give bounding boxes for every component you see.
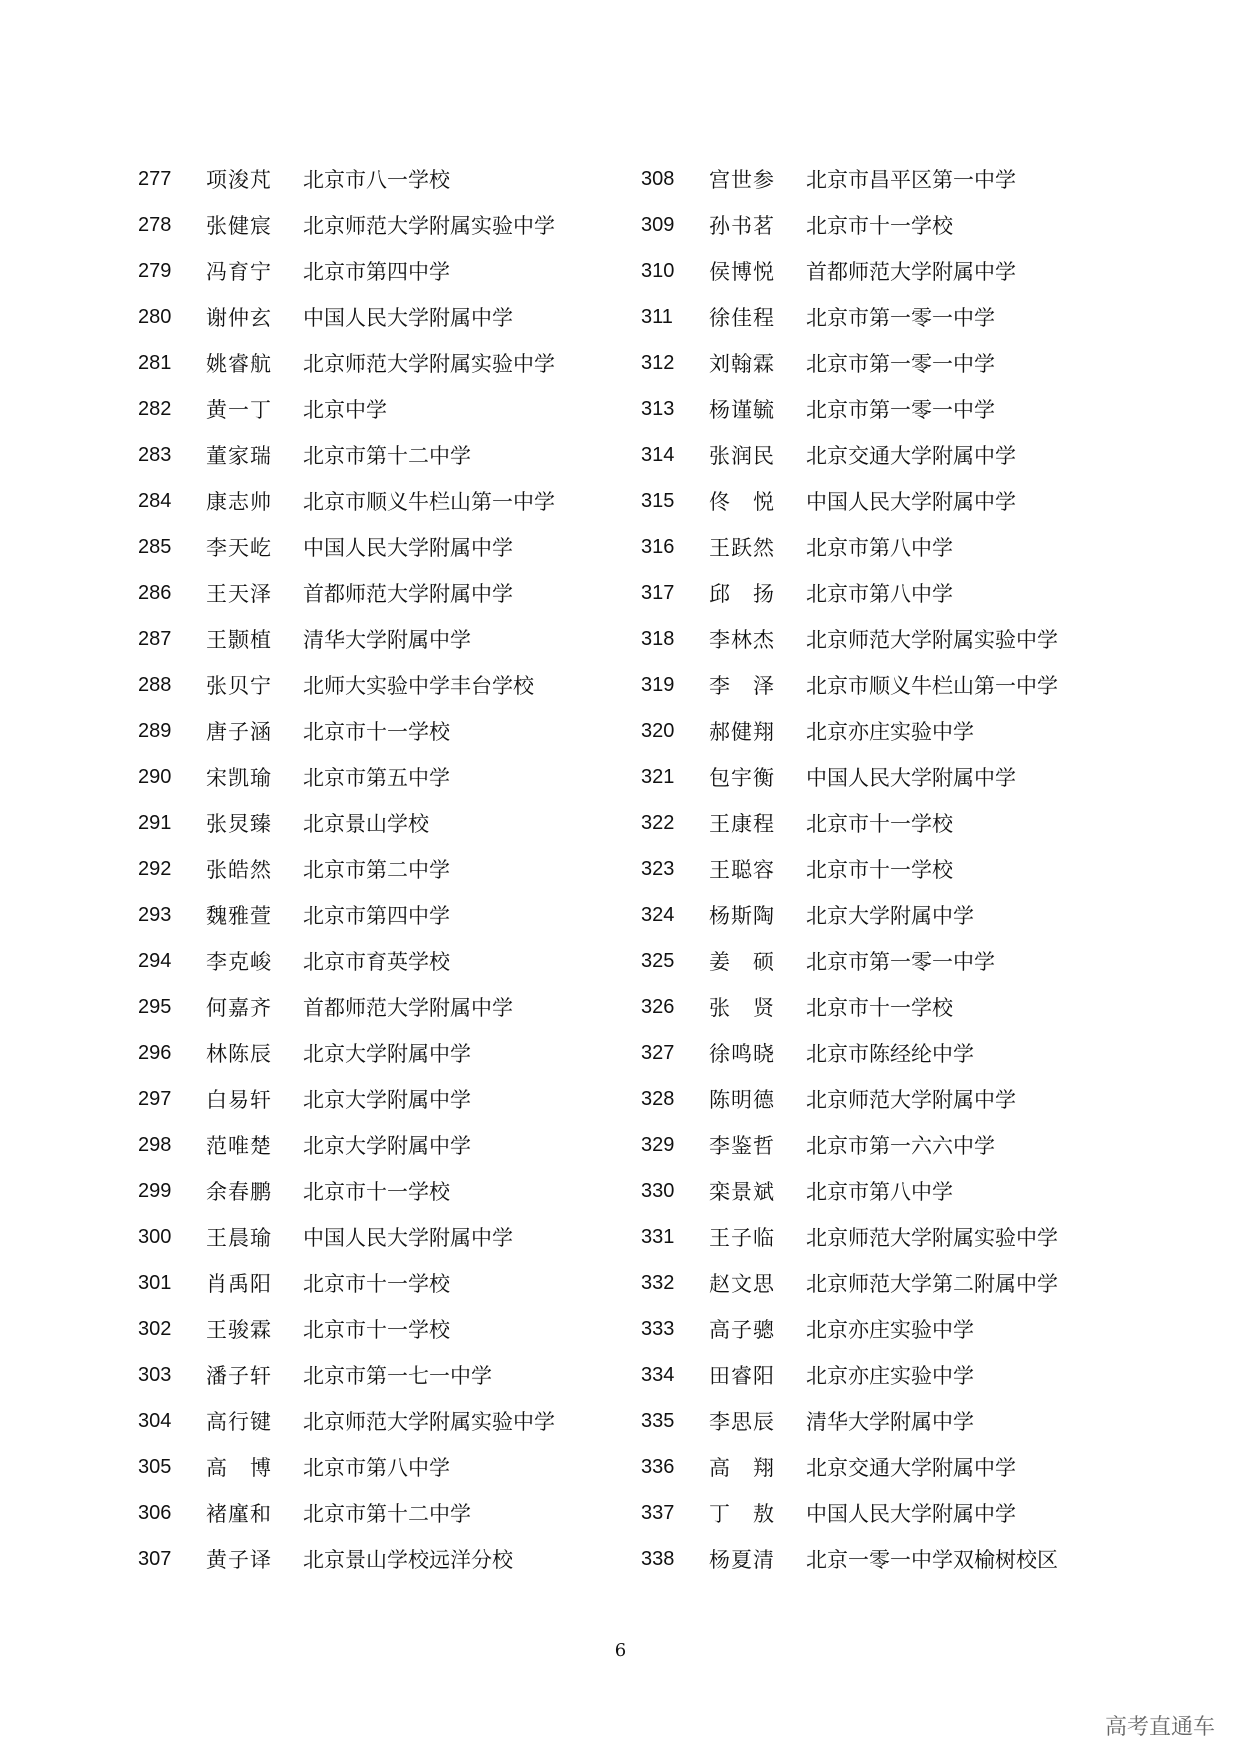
list-row — [138, 294, 555, 340]
list-row — [641, 1168, 1058, 1214]
student-name: 李鉴哲 — [709, 1134, 775, 1158]
school-name: 北京市十一学校 — [303, 720, 450, 744]
student-name: 魏雅萱 — [206, 904, 272, 928]
entry-number: 311 — [641, 305, 673, 328]
school-name: 北京市第八中学 — [303, 1456, 450, 1480]
entry-number: 288 — [138, 673, 172, 696]
school-name: 北京师范大学第二附属中学 — [806, 1272, 1058, 1296]
student-name: 陈明德 — [709, 1088, 775, 1112]
entry-number: 307 — [138, 1547, 172, 1570]
list-row — [641, 248, 1058, 294]
list-row — [641, 616, 1058, 662]
list-row — [138, 1398, 555, 1444]
school-name: 北京中学 — [303, 398, 387, 422]
student-name: 项浚芃 — [206, 168, 272, 192]
student-name: 李林杰 — [709, 628, 775, 652]
school-name: 北京市十一学校 — [303, 1272, 450, 1296]
entry-number: 315 — [641, 489, 675, 512]
school-name: 清华大学附属中学 — [303, 628, 471, 652]
list-row — [641, 1122, 1058, 1168]
student-name: 林陈辰 — [206, 1042, 272, 1066]
school-name: 北京市八一学校 — [303, 168, 450, 192]
entry-number: 294 — [138, 949, 172, 972]
entry-number: 334 — [641, 1363, 675, 1386]
student-name: 高行键 — [206, 1410, 272, 1434]
school-name: 北京市十一学校 — [303, 1318, 450, 1342]
entry-number: 319 — [641, 673, 675, 696]
school-name: 北京市十一学校 — [806, 214, 953, 238]
school-name: 北京市第一零一中学 — [806, 352, 995, 376]
entry-number: 316 — [641, 535, 675, 558]
student-name: 张 贤 — [709, 996, 775, 1020]
school-name: 北京市第一零一中学 — [806, 950, 995, 974]
student-name: 王骏霖 — [206, 1318, 272, 1342]
list-row — [641, 754, 1058, 800]
list-row — [138, 340, 555, 386]
entry-number: 308 — [641, 167, 675, 190]
list-row — [138, 938, 555, 984]
list-row — [138, 202, 555, 248]
school-name: 北京市第八中学 — [806, 1180, 953, 1204]
school-name: 北京市第五中学 — [303, 766, 450, 790]
list-row — [641, 846, 1058, 892]
student-name: 宋凯瑜 — [206, 766, 272, 790]
student-name: 王子临 — [709, 1226, 775, 1250]
list-row — [138, 1122, 555, 1168]
entry-number: 301 — [138, 1271, 172, 1294]
school-name: 北京市第一零一中学 — [806, 398, 995, 422]
list-row — [138, 846, 555, 892]
student-name: 黄一丁 — [206, 398, 272, 422]
school-name: 北京大学附属中学 — [806, 904, 974, 928]
student-name: 褚廑和 — [206, 1502, 272, 1526]
student-name: 邱 扬 — [709, 582, 775, 606]
entry-number: 303 — [138, 1363, 172, 1386]
student-name: 李天屹 — [206, 536, 272, 560]
list-row — [138, 1168, 555, 1214]
entry-number: 318 — [641, 627, 675, 650]
entry-number: 297 — [138, 1087, 172, 1110]
student-name: 宫世参 — [709, 168, 775, 192]
student-name: 佟 悦 — [709, 490, 775, 514]
student-name: 白易轩 — [206, 1088, 272, 1112]
student-name: 刘翰霖 — [709, 352, 775, 376]
student-name: 李思辰 — [709, 1410, 775, 1434]
right-column — [641, 156, 1058, 1582]
entry-number: 298 — [138, 1133, 172, 1156]
school-name: 北京市顺义牛栏山第一中学 — [806, 674, 1058, 698]
entry-number: 325 — [641, 949, 675, 972]
school-name: 北京亦庄实验中学 — [806, 720, 974, 744]
entry-number: 324 — [641, 903, 675, 926]
student-name: 李 泽 — [709, 674, 775, 698]
student-name: 高子骢 — [709, 1318, 775, 1342]
student-name: 徐鸣晓 — [709, 1042, 775, 1066]
watermark: 高考直通车 — [1104, 1715, 1215, 1740]
list-row — [641, 1490, 1058, 1536]
school-name: 北京师范大学附属实验中学 — [303, 1410, 555, 1434]
student-name: 包宇衡 — [709, 766, 775, 790]
entry-number: 309 — [641, 213, 675, 236]
entry-number: 296 — [138, 1041, 172, 1064]
entry-number: 287 — [138, 627, 172, 650]
list-row — [138, 708, 555, 754]
school-name: 北京景山学校 — [303, 812, 429, 836]
school-name: 北京市育英学校 — [303, 950, 450, 974]
list-row — [641, 1260, 1058, 1306]
school-name: 北京师范大学附属实验中学 — [303, 214, 555, 238]
school-name: 北京市十一学校 — [806, 858, 953, 882]
list-row — [641, 662, 1058, 708]
list-row — [641, 386, 1058, 432]
entry-number: 328 — [641, 1087, 675, 1110]
list-row — [641, 156, 1058, 202]
student-name: 徐佳程 — [709, 306, 775, 330]
school-name: 北京市第一零一中学 — [806, 306, 995, 330]
student-name: 冯育宁 — [206, 260, 272, 284]
student-name: 栾景斌 — [709, 1180, 775, 1204]
student-name: 谢仲玄 — [206, 306, 272, 330]
entry-number: 305 — [138, 1455, 172, 1478]
school-name: 北京师范大学附属实验中学 — [806, 1226, 1058, 1250]
list-row — [138, 616, 555, 662]
student-name: 黄子译 — [206, 1548, 272, 1572]
school-name: 北京市陈经纶中学 — [806, 1042, 974, 1066]
student-name: 王天泽 — [206, 582, 272, 606]
student-name: 张健宸 — [206, 214, 272, 238]
list-row — [641, 202, 1058, 248]
student-name: 王康程 — [709, 812, 775, 836]
entry-number: 277 — [138, 167, 172, 190]
student-name: 杨谨毓 — [709, 398, 775, 422]
student-name: 康志帅 — [206, 490, 272, 514]
left-column — [138, 156, 555, 1582]
entry-number: 299 — [138, 1179, 172, 1202]
school-name: 北京大学附属中学 — [303, 1042, 471, 1066]
list-row — [138, 524, 555, 570]
school-name: 北京市第二中学 — [303, 858, 450, 882]
student-name: 姚睿航 — [206, 352, 272, 376]
entry-number: 279 — [138, 259, 172, 282]
student-name: 李克峻 — [206, 950, 272, 974]
student-name: 范唯楚 — [206, 1134, 272, 1158]
entry-number: 329 — [641, 1133, 675, 1156]
school-name: 清华大学附属中学 — [806, 1410, 974, 1434]
school-name: 北京市十一学校 — [806, 996, 953, 1020]
entry-number: 323 — [641, 857, 675, 880]
school-name: 北京市第一七一中学 — [303, 1364, 492, 1388]
student-name: 张润民 — [709, 444, 775, 468]
school-name: 北京师范大学附属实验中学 — [806, 628, 1058, 652]
student-name: 杨夏清 — [709, 1548, 775, 1572]
page-number: 6 — [614, 1640, 627, 1661]
entry-number: 300 — [138, 1225, 172, 1248]
entry-number: 291 — [138, 811, 172, 834]
entry-number: 338 — [641, 1547, 675, 1570]
entry-number: 293 — [138, 903, 172, 926]
list-row — [138, 478, 555, 524]
list-row — [138, 248, 555, 294]
list-row — [641, 570, 1058, 616]
list-row — [138, 432, 555, 478]
entry-number: 326 — [641, 995, 675, 1018]
school-name: 北师大实验中学丰台学校 — [303, 674, 534, 698]
school-name: 中国人民大学附属中学 — [303, 1226, 513, 1250]
student-name: 王跃然 — [709, 536, 775, 560]
school-name: 中国人民大学附属中学 — [303, 536, 513, 560]
entry-number: 317 — [641, 581, 675, 604]
list-row — [641, 1030, 1058, 1076]
list-row — [641, 340, 1058, 386]
school-name: 北京市第八中学 — [806, 582, 953, 606]
school-name: 北京市第四中学 — [303, 260, 450, 284]
school-name: 北京市第一六六中学 — [806, 1134, 995, 1158]
list-row — [138, 1490, 555, 1536]
entry-number: 330 — [641, 1179, 675, 1202]
entry-number: 285 — [138, 535, 172, 558]
entry-number: 302 — [138, 1317, 172, 1340]
school-name: 北京市第八中学 — [806, 536, 953, 560]
entry-number: 295 — [138, 995, 172, 1018]
list-row — [138, 662, 555, 708]
list-row — [641, 1536, 1058, 1582]
list-row — [138, 800, 555, 846]
student-name: 姜 硕 — [709, 950, 775, 974]
list-row — [641, 984, 1058, 1030]
list-row — [641, 800, 1058, 846]
school-name: 北京市昌平区第一中学 — [806, 168, 1016, 192]
student-name: 何嘉齐 — [206, 996, 272, 1020]
school-name: 北京师范大学附属实验中学 — [303, 352, 555, 376]
entry-number: 281 — [138, 351, 172, 374]
list-row — [138, 1536, 555, 1582]
list-row — [641, 1398, 1058, 1444]
list-row — [138, 1352, 555, 1398]
school-name: 北京市顺义牛栏山第一中学 — [303, 490, 555, 514]
school-name: 北京师范大学附属中学 — [806, 1088, 1016, 1112]
student-name: 王晨瑜 — [206, 1226, 272, 1250]
school-name: 北京市十一学校 — [303, 1180, 450, 1204]
list-row — [138, 984, 555, 1030]
student-name: 张贝宁 — [206, 674, 272, 698]
list-row — [138, 1030, 555, 1076]
entry-number: 336 — [641, 1455, 675, 1478]
list-row — [641, 1306, 1058, 1352]
list-row — [138, 1076, 555, 1122]
list-row — [641, 708, 1058, 754]
student-name: 孙书茗 — [709, 214, 775, 238]
student-name: 王聪容 — [709, 858, 775, 882]
list-row — [138, 892, 555, 938]
school-name: 北京交通大学附属中学 — [806, 1456, 1016, 1480]
list-row — [641, 938, 1058, 984]
school-name: 北京大学附属中学 — [303, 1134, 471, 1158]
entry-number: 332 — [641, 1271, 675, 1294]
list-row — [138, 1306, 555, 1352]
list-row — [138, 570, 555, 616]
entry-number: 286 — [138, 581, 172, 604]
student-name: 高 翔 — [709, 1456, 775, 1480]
student-name: 张炅臻 — [206, 812, 272, 836]
student-name: 赵文思 — [709, 1272, 775, 1296]
entry-number: 331 — [641, 1225, 675, 1248]
school-name: 首都师范大学附属中学 — [303, 582, 513, 606]
student-name: 唐子涵 — [206, 720, 272, 744]
school-name: 北京市第十二中学 — [303, 1502, 471, 1526]
school-name: 北京景山学校远洋分校 — [303, 1548, 513, 1572]
school-name: 中国人民大学附属中学 — [303, 306, 513, 330]
list-row — [138, 1214, 555, 1260]
entry-number: 310 — [641, 259, 675, 282]
school-name: 北京市十一学校 — [806, 812, 953, 836]
student-name: 肖禹阳 — [206, 1272, 272, 1296]
list-row — [138, 386, 555, 432]
school-name: 北京亦庄实验中学 — [806, 1318, 974, 1342]
student-name: 侯博悦 — [709, 260, 775, 284]
entry-number: 278 — [138, 213, 172, 236]
entry-number: 284 — [138, 489, 172, 512]
student-name: 郝健翔 — [709, 720, 775, 744]
student-name: 王颢植 — [206, 628, 272, 652]
school-name: 北京亦庄实验中学 — [806, 1364, 974, 1388]
entry-number: 313 — [641, 397, 675, 420]
list-row — [138, 1444, 555, 1490]
student-name: 丁 敖 — [709, 1502, 775, 1526]
entry-number: 292 — [138, 857, 172, 880]
entry-number: 312 — [641, 351, 675, 374]
list-row — [641, 1444, 1058, 1490]
entry-number: 333 — [641, 1317, 675, 1340]
list-row — [641, 524, 1058, 570]
school-name: 首都师范大学附属中学 — [303, 996, 513, 1020]
student-name: 田睿阳 — [709, 1364, 775, 1388]
entry-number: 320 — [641, 719, 675, 742]
entry-number: 327 — [641, 1041, 675, 1064]
student-name: 董家瑞 — [206, 444, 272, 468]
entry-number: 290 — [138, 765, 172, 788]
entry-number: 306 — [138, 1501, 172, 1524]
entry-number: 322 — [641, 811, 675, 834]
student-name: 余春鹏 — [206, 1180, 272, 1204]
student-name: 张皓然 — [206, 858, 272, 882]
student-name: 杨斯陶 — [709, 904, 775, 928]
school-name: 中国人民大学附属中学 — [806, 1502, 1016, 1526]
entry-number: 282 — [138, 397, 172, 420]
entry-number: 289 — [138, 719, 172, 742]
list-row — [641, 1214, 1058, 1260]
school-name: 中国人民大学附属中学 — [806, 490, 1016, 514]
list-row — [641, 892, 1058, 938]
list-row — [641, 1352, 1058, 1398]
list-row — [138, 1260, 555, 1306]
entry-number: 283 — [138, 443, 172, 466]
list-row — [641, 432, 1058, 478]
list-row — [138, 754, 555, 800]
entry-number: 335 — [641, 1409, 675, 1432]
school-name: 北京市第十二中学 — [303, 444, 471, 468]
entry-number: 280 — [138, 305, 172, 328]
entry-number: 337 — [641, 1501, 675, 1524]
school-name: 北京交通大学附属中学 — [806, 444, 1016, 468]
entry-number: 314 — [641, 443, 675, 466]
entry-number: 304 — [138, 1409, 172, 1432]
list-row — [138, 156, 555, 202]
list-row — [641, 294, 1058, 340]
school-name: 北京一零一中学双榆树校区 — [806, 1548, 1058, 1572]
school-name: 北京市第四中学 — [303, 904, 450, 928]
student-name: 潘子轩 — [206, 1364, 272, 1388]
school-name: 首都师范大学附属中学 — [806, 260, 1016, 284]
school-name: 中国人民大学附属中学 — [806, 766, 1016, 790]
student-name: 高 博 — [206, 1456, 272, 1480]
school-name: 北京大学附属中学 — [303, 1088, 471, 1112]
entry-number: 321 — [641, 765, 675, 788]
list-row — [641, 1076, 1058, 1122]
list-row — [641, 478, 1058, 524]
